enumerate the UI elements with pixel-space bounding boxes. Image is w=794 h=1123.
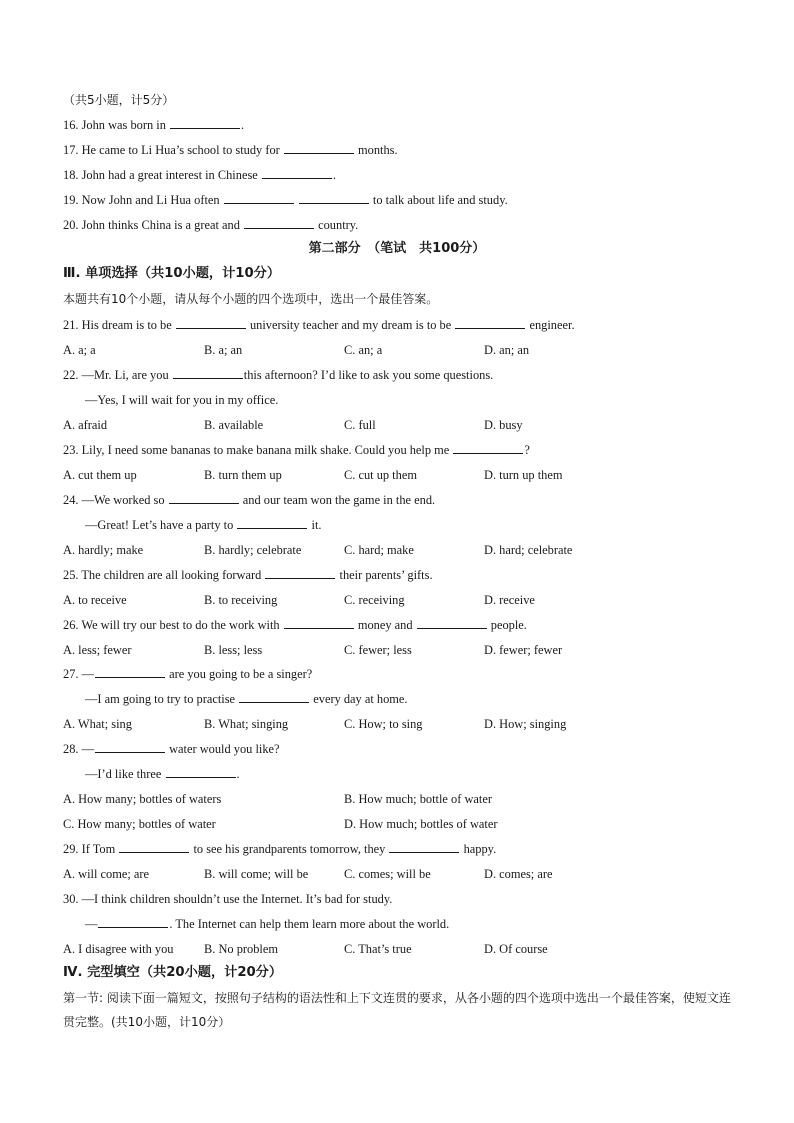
question-text: — (85, 917, 98, 931)
option-b[interactable]: B. How much; bottle of water (344, 792, 492, 806)
option-b[interactable]: B. What; singing (204, 717, 289, 731)
question-20 (63, 217, 358, 233)
section-3-instruction: 本题共有10个小题，请从每个小题的四个选项中，选出一个最佳答案。 (63, 292, 439, 306)
part-two-title: 第二部分 （笔试 共100分） (308, 241, 486, 256)
option-a[interactable]: A. hardly; make (63, 543, 144, 557)
option-d[interactable]: D. How; singing (484, 717, 567, 731)
answer-blank[interactable] (176, 317, 246, 329)
question-28-reply (85, 766, 240, 782)
option-c[interactable]: C. full (344, 418, 376, 432)
options-30 (63, 941, 743, 957)
option-b[interactable]: B. will come; will be (204, 867, 309, 881)
option-c[interactable]: C. fewer; less (344, 643, 412, 657)
section-4-title: Ⅳ. 完型填空（共20小题，计20分） (63, 965, 283, 980)
question-23 (63, 442, 530, 458)
question-25 (63, 567, 433, 583)
question-19 (63, 192, 508, 208)
answer-blank[interactable] (262, 167, 332, 179)
answer-blank[interactable] (453, 442, 523, 454)
answer-blank[interactable] (95, 666, 165, 678)
question-26 (63, 617, 527, 633)
option-a[interactable]: A. cut them up (63, 468, 137, 482)
answer-blank[interactable] (244, 217, 314, 229)
question-text: 21. His dream is to be (63, 318, 172, 332)
question-text: . The Internet can help them learn more about the world. (169, 917, 450, 931)
answer-blank[interactable] (119, 841, 189, 853)
answer-blank[interactable] (166, 766, 236, 778)
option-c[interactable]: C. receiving (344, 593, 405, 607)
option-c[interactable]: C. hard; make (344, 543, 414, 557)
section-3-title: Ⅲ. 单项选择（共10小题，计10分） (63, 266, 281, 281)
question-30: 30. —I think children shouldn’t use the Internet. It’s bad for study. (63, 892, 393, 906)
option-d[interactable]: D. receive (484, 593, 535, 607)
question-text: to see his grandparents tomorrow, they (193, 842, 386, 856)
option-c[interactable]: C. That’s true (344, 942, 412, 956)
option-b[interactable]: B. turn them up (204, 468, 282, 482)
options-28-row-1 (63, 791, 743, 807)
answer-blank[interactable] (95, 741, 165, 753)
answer-blank[interactable] (224, 192, 294, 204)
question-text: country. (318, 218, 359, 232)
option-d[interactable]: D. busy (484, 418, 523, 432)
question-16 (63, 117, 244, 133)
question-text: 26. We will try our best to do the work with (63, 618, 280, 632)
answer-blank[interactable] (239, 691, 309, 703)
option-d[interactable]: D. comes; are (484, 867, 553, 881)
option-c[interactable]: C. How many; bottles of water (63, 817, 216, 831)
question-text: university teacher and my dream is to be (249, 318, 452, 332)
option-d[interactable]: D. Of course (484, 942, 548, 956)
question-text: 22. —Mr. Li, are you (63, 368, 169, 382)
answer-blank[interactable] (389, 841, 459, 853)
question-text: and our team won the game in the end. (242, 493, 436, 507)
answer-blank[interactable] (455, 317, 525, 329)
question-text: 25. The children are all looking forward (63, 568, 262, 582)
options-26 (63, 642, 743, 658)
question-text: 19. Now John and Li Hua often (63, 193, 220, 207)
question-text: water would you like? (169, 742, 280, 756)
option-c[interactable]: C. an; a (344, 343, 383, 357)
question-text: to talk about life and study. (372, 193, 508, 207)
options-29 (63, 866, 743, 882)
question-text: 28. — (63, 742, 94, 756)
question-text: —I’d like three (85, 767, 162, 781)
question-text: . (332, 168, 336, 182)
question-text: it. (311, 518, 322, 532)
option-a[interactable]: A. What; sing (63, 717, 132, 731)
answer-blank[interactable] (173, 367, 243, 379)
option-a[interactable]: A. to receive (63, 593, 127, 607)
option-c[interactable]: C. How; to sing (344, 717, 423, 731)
option-b[interactable]: B. a; an (204, 343, 243, 357)
question-text: 24. —We worked so (63, 493, 165, 507)
question-text: 29. If Tom (63, 842, 116, 856)
options-22 (63, 417, 743, 433)
option-a[interactable]: A. afraid (63, 418, 108, 432)
answer-blank[interactable] (98, 916, 168, 928)
question-27 (63, 666, 312, 682)
question-text: 17. He came to Li Hua’s school to study for (63, 143, 280, 157)
option-d[interactable]: D. fewer; fewer (484, 643, 563, 657)
option-d[interactable]: D. hard; celebrate (484, 543, 573, 557)
question-24-reply (85, 517, 322, 533)
listening-note: （共5小题，计5分） (63, 93, 175, 107)
answer-blank[interactable] (417, 617, 487, 629)
option-b[interactable]: B. less; less (204, 643, 263, 657)
question-17 (63, 142, 398, 158)
options-24 (63, 542, 743, 558)
option-a[interactable]: A. How many; bottles of waters (63, 792, 222, 806)
answer-blank[interactable] (265, 567, 335, 579)
question-text: this afternoon? I’d like to ask you some questions. (243, 368, 494, 382)
question-text: 20. John thinks China is a great and (63, 218, 240, 232)
options-21 (63, 342, 743, 358)
question-text: months. (358, 143, 398, 157)
option-b[interactable]: B. available (204, 418, 264, 432)
question-text: 16. John was born in (63, 118, 166, 132)
question-text: . (236, 767, 240, 781)
section-4-instruction: 第一节: 阅读下面一篇短文，按照句子结构的语法性和上下文连贯的要求，从各小题的四个选项中选出一个最佳答案，使短文连贯完整。(共10小题，计10分） (63, 991, 731, 1029)
question-text: . (241, 118, 245, 132)
question-text: 23. Lily, I need some bananas to make banana milk shake. Could you help me (63, 443, 450, 457)
option-c[interactable]: C. comes; will be (344, 867, 431, 881)
answer-blank[interactable] (169, 492, 239, 504)
question-30-reply (85, 916, 449, 932)
question-27-reply (85, 691, 408, 707)
question-24 (63, 492, 435, 508)
question-text: their parents’ gifts. (339, 568, 433, 582)
answer-blank[interactable] (284, 617, 354, 629)
question-text: 18. John had a great interest in Chinese (63, 168, 258, 182)
answer-blank[interactable] (284, 142, 354, 154)
question-text: engineer. (529, 318, 575, 332)
question-text: happy. (463, 842, 497, 856)
option-a[interactable]: A. I disagree with you (63, 942, 174, 956)
option-a[interactable]: A. a; a (63, 343, 96, 357)
option-d[interactable]: D. turn up them (484, 468, 563, 482)
question-text: people. (490, 618, 527, 632)
option-c[interactable]: C. cut up them (344, 468, 417, 482)
question-text: ? (524, 443, 530, 457)
options-27 (63, 716, 743, 732)
option-a[interactable]: A. less; fewer (63, 643, 132, 657)
question-18 (63, 167, 336, 183)
question-text: are you going to be a singer? (169, 667, 313, 681)
question-text: —Great! Let’s have a party to (85, 518, 234, 532)
option-d[interactable]: D. an; an (484, 343, 530, 357)
option-a[interactable]: A. will come; are (63, 867, 150, 881)
answer-blank[interactable] (299, 192, 369, 204)
question-text: every day at home. (313, 692, 408, 706)
option-b[interactable]: B. to receiving (204, 593, 278, 607)
options-25 (63, 592, 743, 608)
option-b[interactable]: B. hardly; celebrate (204, 543, 302, 557)
question-text: —I am going to try to practise (85, 692, 236, 706)
option-d[interactable]: D. How much; bottles of water (344, 817, 498, 831)
question-29 (63, 841, 496, 857)
answer-blank[interactable] (170, 117, 240, 129)
question-28 (63, 741, 280, 757)
question-22-reply: —Yes, I will wait for you in my office. (85, 393, 279, 407)
answer-blank[interactable] (237, 517, 307, 529)
options-23 (63, 467, 743, 483)
question-22 (63, 367, 493, 383)
question-text: 27. — (63, 667, 94, 681)
options-28-row-2 (63, 816, 743, 832)
question-21 (63, 317, 575, 333)
option-b[interactable]: B. No problem (204, 942, 278, 956)
question-text: money and (357, 618, 413, 632)
